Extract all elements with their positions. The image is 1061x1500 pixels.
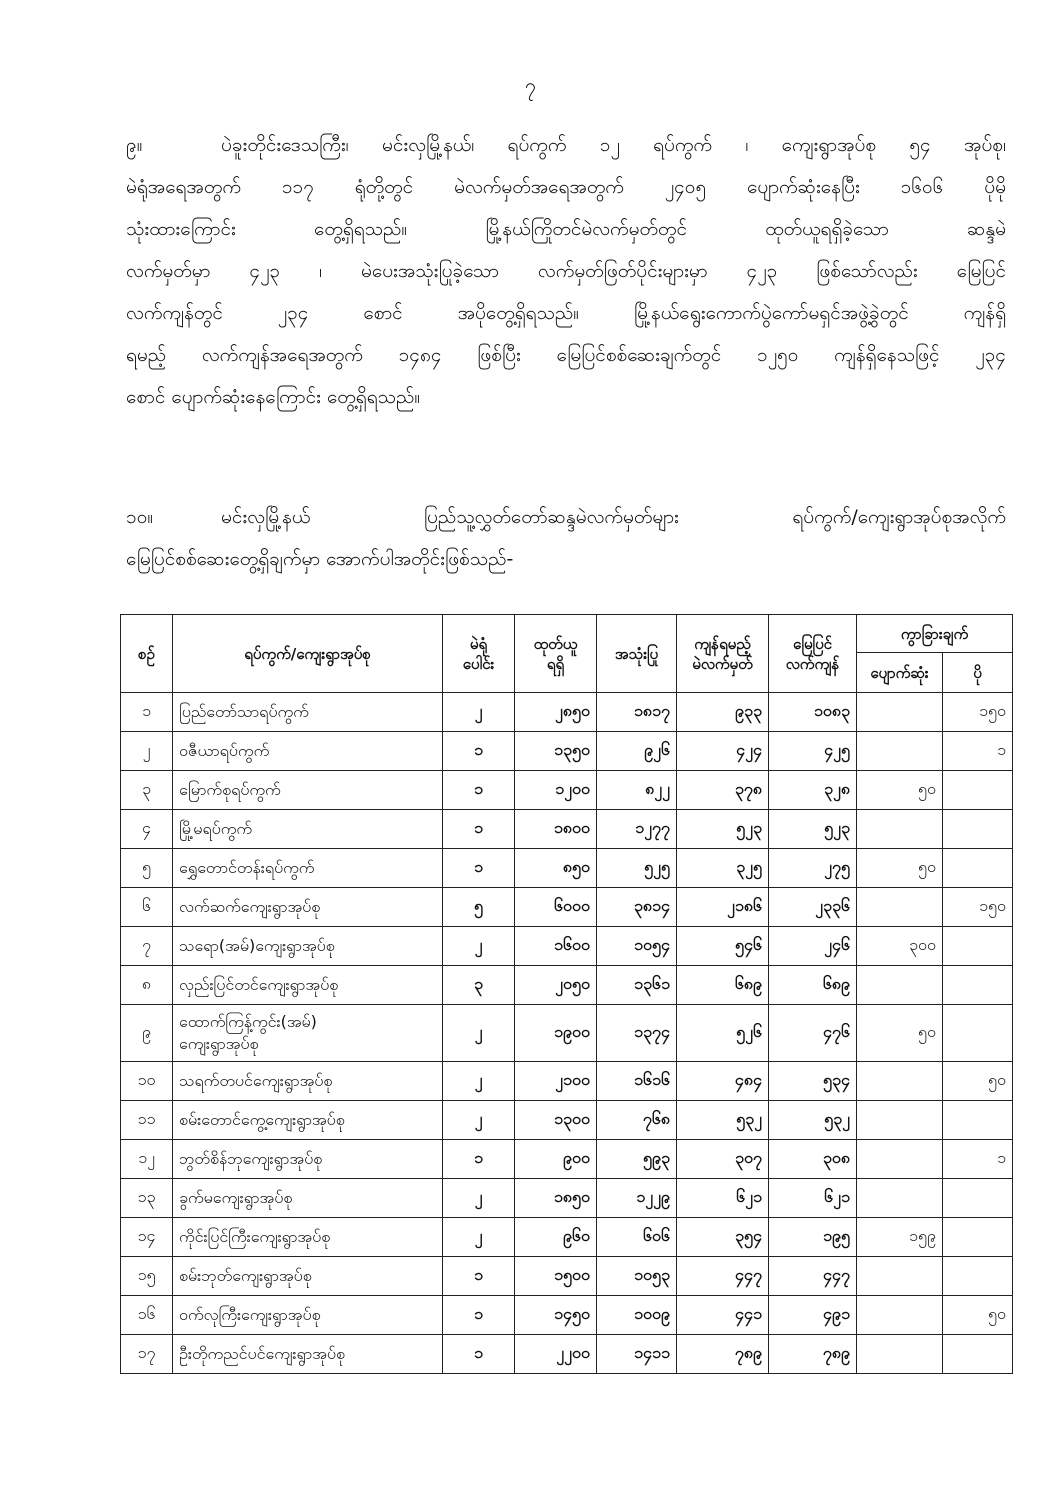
cell-received: ၉၆၀ — [515, 1218, 597, 1257]
cell-name: ဦးတိုကညင်ပင်ကျေးရွာအုပ်စု — [173, 1335, 443, 1374]
cell-name: ဝက်လုကြီးကျေးရွာအုပ်စု — [173, 1296, 443, 1335]
cell-ground-remaining: ၂၃၃၆ — [769, 888, 857, 927]
cell-extra — [943, 1101, 1013, 1140]
cell-booths: ၁ — [443, 732, 515, 771]
cell-booths: ၂ — [443, 1005, 515, 1062]
paragraph-line: လက်ကျန်တွင် ၂၃၄ စောင် အပိုတွေ့ရှိရသည်။ မြို့နယ်ရွေးကောက်ပွဲကော်မရှင်အဖွဲ့ခွဲတွင် ကျန်ရှိ — [126, 302, 1006, 324]
cell-ground-remaining: ၆၈၉ — [769, 966, 857, 1005]
cell-missing — [857, 1335, 943, 1374]
cell-no: ၁၀ — [121, 1062, 173, 1101]
cell-name: ရွှေတောင်တန်းရပ်ကွက် — [173, 849, 443, 888]
cell-no: ၁၄ — [121, 1218, 173, 1257]
cell-received: ၁၄၅၀ — [515, 1296, 597, 1335]
cell-ground-remaining: ၁၀၈၃ — [769, 693, 857, 732]
cell-extra — [943, 1179, 1013, 1218]
cell-used: ၁၀၀၉ — [597, 1296, 677, 1335]
table-row — [121, 1005, 1013, 1062]
cell-should-remain: ၂၁၈၆ — [677, 888, 769, 927]
cell-no: ၄ — [121, 810, 173, 849]
cell-booths: ၂ — [443, 693, 515, 732]
cell-no: ၁၃ — [121, 1179, 173, 1218]
cell-received: ၁၈၅၀ — [515, 1179, 597, 1218]
cell-extra — [943, 927, 1013, 966]
cell-name: ခွက်မကျေးရွာအုပ်စု — [173, 1179, 443, 1218]
cell-missing — [857, 732, 943, 771]
cell-no: ၉ — [121, 1005, 173, 1062]
cell-name: မြို့မရပ်ကွက် — [173, 810, 443, 849]
cell-received: ၁၂၀၀ — [515, 771, 597, 810]
cell-booths: ၂ — [443, 1218, 515, 1257]
cell-extra: ၅၀ — [943, 1296, 1013, 1335]
cell-missing — [857, 1140, 943, 1179]
cell-ground-remaining: ၃၂၈ — [769, 771, 857, 810]
cell-received: ၁၃၅၀ — [515, 732, 597, 771]
cell-booths: ၂ — [443, 1179, 515, 1218]
cell-received: ၁၃၀၀ — [515, 1101, 597, 1140]
cell-missing — [857, 810, 943, 849]
cell-booths: ၂ — [443, 1062, 515, 1101]
cell-used: ၁၂၂၉ — [597, 1179, 677, 1218]
table-body — [121, 693, 1013, 1374]
cell-no: ၅ — [121, 849, 173, 888]
cell-should-remain: ၃၀၇ — [677, 1140, 769, 1179]
table-row — [121, 732, 1013, 771]
cell-should-remain: ၇၈၉ — [677, 1335, 769, 1374]
header-no: စဉ် — [121, 615, 173, 693]
cell-booths: ၃ — [443, 966, 515, 1005]
cell-should-remain: ၆၂၁ — [677, 1179, 769, 1218]
cell-received: ၆၀၀၀ — [515, 888, 597, 927]
paragraph-line: ရမည့် လက်ကျန်အရေအတွက် ၁၄၈၄ ဖြစ်ပြီး မြေပြင်စစ်ဆေးချက်တွင် ၁၂၅၀ ကျန်ရှိနေသဖြင့် ၂၃၄ — [126, 344, 1006, 366]
table-row — [121, 927, 1013, 966]
paragraph-line: မြေပြင်စစ်ဆေးတွေ့ရှိချက်မှာ အောက်ပါအတိုင်းဖြစ်သည်- — [126, 548, 514, 570]
cell-missing — [857, 1179, 943, 1218]
paragraph-10 — [126, 496, 1006, 580]
header-extra: ပို — [943, 653, 1013, 693]
cell-ground-remaining: ၄၂၅ — [769, 732, 857, 771]
cell-should-remain: ၃၇၈ — [677, 771, 769, 810]
cell-used: ၉၂၆ — [597, 732, 677, 771]
cell-missing: ၅၀ — [857, 771, 943, 810]
header-booths: မဲရုံ ပေါင်း — [443, 615, 515, 693]
cell-no: ၁၇ — [121, 1335, 173, 1374]
header-difference: ကွာခြားချက် — [857, 615, 1013, 653]
table-row — [121, 1257, 1013, 1296]
cell-received: ၂၀၅၀ — [515, 966, 597, 1005]
cell-missing — [857, 888, 943, 927]
cell-missing: ၅၀ — [857, 849, 943, 888]
cell-no: ၁၆ — [121, 1296, 173, 1335]
ballot-table — [120, 614, 1013, 1374]
cell-no: ၁ — [121, 693, 173, 732]
cell-name: စမ်းတောင်ကွေ့ကျေးရွာအုပ်စု — [173, 1101, 443, 1140]
cell-booths: ၂ — [443, 1101, 515, 1140]
header-received: ထုတ်ယူ ရရှိ — [515, 615, 597, 693]
cell-booths: ၁ — [443, 1140, 515, 1179]
cell-missing — [857, 1257, 943, 1296]
cell-should-remain: ၄၄၁ — [677, 1296, 769, 1335]
cell-missing: ၁၅၉ — [857, 1218, 943, 1257]
cell-received: ၂၁၀၀ — [515, 1062, 597, 1101]
cell-used: ၁၂၇၇ — [597, 810, 677, 849]
paragraph-line: စောင် ပျောက်ဆုံးနေကြောင်း တွေ့ရှိရသည်။ — [126, 386, 421, 408]
cell-extra: ၅၀ — [943, 1062, 1013, 1101]
cell-should-remain: ၃၂၅ — [677, 849, 769, 888]
paragraph-line: ၁၀။ မင်းလှမြို့နယ် ပြည်သူ့လွှတ်တော်ဆန္ဒမဲလက်မှတ်များ ရပ်ကွက်/ကျေးရွာအုပ်စုအလိုက် — [126, 496, 1006, 538]
cell-booths: ၅ — [443, 888, 515, 927]
cell-should-remain: ၅၂၃ — [677, 810, 769, 849]
cell-received: ၈၅၀ — [515, 849, 597, 888]
cell-name: သရော(အမ်)ကျေးရွာအုပ်စု — [173, 927, 443, 966]
cell-ground-remaining: ၂၄၆ — [769, 927, 857, 966]
cell-missing — [857, 966, 943, 1005]
paragraph-line: သုံးထားကြောင်း တွေ့ရှိရသည်။ မြို့နယ်ကြိုတင်မဲလက်မှတ်တွင် ထုတ်ယူရရှိခဲ့သော ဆန္ဒမဲ — [126, 218, 1006, 240]
table-row — [121, 1218, 1013, 1257]
cell-used: ၁၃၆၁ — [597, 966, 677, 1005]
cell-should-remain: ၅၃၂ — [677, 1101, 769, 1140]
cell-no: ၁၂ — [121, 1140, 173, 1179]
cell-should-remain: ၄၂၄ — [677, 732, 769, 771]
paragraph-line: လက်မှတ်မှာ ၄၂၃ ၊ မဲပေးအသုံးပြုခဲ့သော လက်မှတ်ဖြတ်ပိုင်းများမှာ ၄၂၃ ဖြစ်သော်လည်း မြေပြင် — [126, 260, 1006, 282]
cell-should-remain: ၆၈၉ — [677, 966, 769, 1005]
cell-should-remain: ၃၅၄ — [677, 1218, 769, 1257]
table-row — [121, 1335, 1013, 1374]
cell-name: ဘွတ်စိန်ဘုကျေးရွာအုပ်စု — [173, 1140, 443, 1179]
cell-name: လှည်းပြင်တင်ကျေးရွာအုပ်စု — [173, 966, 443, 1005]
cell-no: ၆ — [121, 888, 173, 927]
cell-missing — [857, 1296, 943, 1335]
cell-no: ၁၁ — [121, 1101, 173, 1140]
cell-ground-remaining: ၄၄၇ — [769, 1257, 857, 1296]
cell-booths: ၁ — [443, 1257, 515, 1296]
cell-extra — [943, 849, 1013, 888]
cell-missing — [857, 1101, 943, 1140]
cell-booths: ၁ — [443, 1296, 515, 1335]
cell-used: ၇၆၈ — [597, 1101, 677, 1140]
cell-should-remain: ၄၄၇ — [677, 1257, 769, 1296]
cell-booths: ၁ — [443, 849, 515, 888]
cell-name: လက်ဆက်ကျေးရွာအုပ်စု — [173, 888, 443, 927]
cell-ground-remaining: ၅၃၄ — [769, 1062, 857, 1101]
cell-should-remain: ၅၂၆ — [677, 1005, 769, 1062]
header-used: အသုံးပြု — [597, 615, 677, 693]
cell-ground-remaining: ၂၇၅ — [769, 849, 857, 888]
cell-extra — [943, 771, 1013, 810]
paragraph-line: ၉။ ပဲခူးတိုင်းဒေသကြီး၊ မင်းလှမြို့နယ်၊ ရပ်ကွက် ၁၂ ရပ်ကွက် ၊ ကျေးရွာအုပ်စု ၅၄ အုပ်စု၊ — [126, 124, 1006, 166]
cell-used: ၁၄၁၁ — [597, 1335, 677, 1374]
cell-ground-remaining: ၁၉၅ — [769, 1218, 857, 1257]
cell-extra — [943, 1005, 1013, 1062]
table-row — [121, 1179, 1013, 1218]
cell-ground-remaining: ၃၀၈ — [769, 1140, 857, 1179]
cell-name: ထောက်ကြန့်ကွင်း(အမ်) ကျေးရွာအုပ်စု — [173, 1005, 443, 1062]
cell-used: ၁၀၅၃ — [597, 1257, 677, 1296]
table-row — [121, 888, 1013, 927]
cell-name: ကိုင်းပြင်ကြီးကျေးရွာအုပ်စု — [173, 1218, 443, 1257]
cell-ground-remaining: ၄၇၆ — [769, 1005, 857, 1062]
paragraph-number: ၉။ — [126, 134, 143, 156]
cell-no: ၇ — [121, 927, 173, 966]
cell-booths: ၁ — [443, 810, 515, 849]
header-should-remain: ကျန်ရမည့် မဲလက်မှတ် — [677, 615, 769, 693]
cell-used: ၁၈၁၇ — [597, 693, 677, 732]
cell-extra: ၁၅၀ — [943, 888, 1013, 927]
cell-ground-remaining: ၆၂၁ — [769, 1179, 857, 1218]
cell-no: ၃ — [121, 771, 173, 810]
cell-used: ၁၆၁၆ — [597, 1062, 677, 1101]
cell-ground-remaining: ၇၈၉ — [769, 1335, 857, 1374]
cell-name: မြောက်စုရပ်ကွက် — [173, 771, 443, 810]
cell-received: ၁၆၀၀ — [515, 927, 597, 966]
cell-name: ပြည်တော်သာရပ်ကွက် — [173, 693, 443, 732]
cell-booths: ၂ — [443, 927, 515, 966]
cell-no: ၂ — [121, 732, 173, 771]
cell-used: ၃၈၁၄ — [597, 888, 677, 927]
cell-received: ၂၂၀၀ — [515, 1335, 597, 1374]
cell-no: ၁၅ — [121, 1257, 173, 1296]
cell-used: ၆၀၆ — [597, 1218, 677, 1257]
cell-should-remain: ၅၄၆ — [677, 927, 769, 966]
table-row — [121, 771, 1013, 810]
table-row — [121, 810, 1013, 849]
cell-missing: ၃၀၀ — [857, 927, 943, 966]
cell-received: ၁၉၀၀ — [515, 1005, 597, 1062]
cell-received: ၂၈၅၀ — [515, 693, 597, 732]
table-row — [121, 1140, 1013, 1179]
cell-received: ၉၀၀ — [515, 1140, 597, 1179]
cell-received: ၁၅၀၀ — [515, 1257, 597, 1296]
table-row — [121, 693, 1013, 732]
cell-ground-remaining: ၅၂၃ — [769, 810, 857, 849]
cell-extra: ၁ — [943, 1140, 1013, 1179]
cell-extra: ၁ — [943, 732, 1013, 771]
cell-booths: ၁ — [443, 1335, 515, 1374]
cell-ground-remaining: ၅၃၂ — [769, 1101, 857, 1140]
cell-ground-remaining: ၄၉၁ — [769, 1296, 857, 1335]
paragraph-line: မဲရုံအရေအတွက် ၁၁၇ ရုံတို့တွင် မဲလက်မှတ်အရေအတွက် ၂၄၀၅ ပျောက်ဆုံးနေပြီး ၁၆၀၆ ပိုမို — [126, 176, 1006, 198]
cell-extra: ၁၅၀ — [943, 693, 1013, 732]
cell-extra — [943, 1218, 1013, 1257]
header-name: ရပ်ကွက်/ကျေးရွာအုပ်စု — [173, 615, 443, 693]
cell-missing — [857, 693, 943, 732]
cell-should-remain: ၄၈၄ — [677, 1062, 769, 1101]
cell-received: ၁၈၀၀ — [515, 810, 597, 849]
cell-no: ၈ — [121, 966, 173, 1005]
table-row — [121, 849, 1013, 888]
cell-missing — [857, 1062, 943, 1101]
cell-name: စမ်းဘုတ်ကျေးရွာအုပ်စု — [173, 1257, 443, 1296]
cell-used: ၅၉၃ — [597, 1140, 677, 1179]
cell-name: သရက်တပင်ကျေးရွာအုပ်စု — [173, 1062, 443, 1101]
table-row — [121, 1296, 1013, 1335]
cell-extra — [943, 810, 1013, 849]
table-row — [121, 1101, 1013, 1140]
cell-extra — [943, 1335, 1013, 1374]
cell-name: ဝဇီယာရပ်ကွက် — [173, 732, 443, 771]
cell-used: ၅၂၅ — [597, 849, 677, 888]
paragraph-number: ၁၀။ — [126, 506, 154, 528]
cell-extra — [943, 966, 1013, 1005]
cell-missing: ၅၀ — [857, 1005, 943, 1062]
cell-used: ၁၀၅၄ — [597, 927, 677, 966]
cell-should-remain: ၉၃၃ — [677, 693, 769, 732]
cell-used: ၁၃၇၄ — [597, 1005, 677, 1062]
header-ground-remaining: မြေပြင် လက်ကျန် — [769, 615, 857, 693]
cell-booths: ၁ — [443, 771, 515, 810]
table-row — [121, 966, 1013, 1005]
cell-used: ၈၂၂ — [597, 771, 677, 810]
cell-extra — [943, 1257, 1013, 1296]
paragraph-9 — [126, 124, 1006, 418]
table-row — [121, 1062, 1013, 1101]
page-number: ၇ — [524, 73, 537, 97]
header-missing: ပျောက်ဆုံး — [857, 653, 943, 693]
